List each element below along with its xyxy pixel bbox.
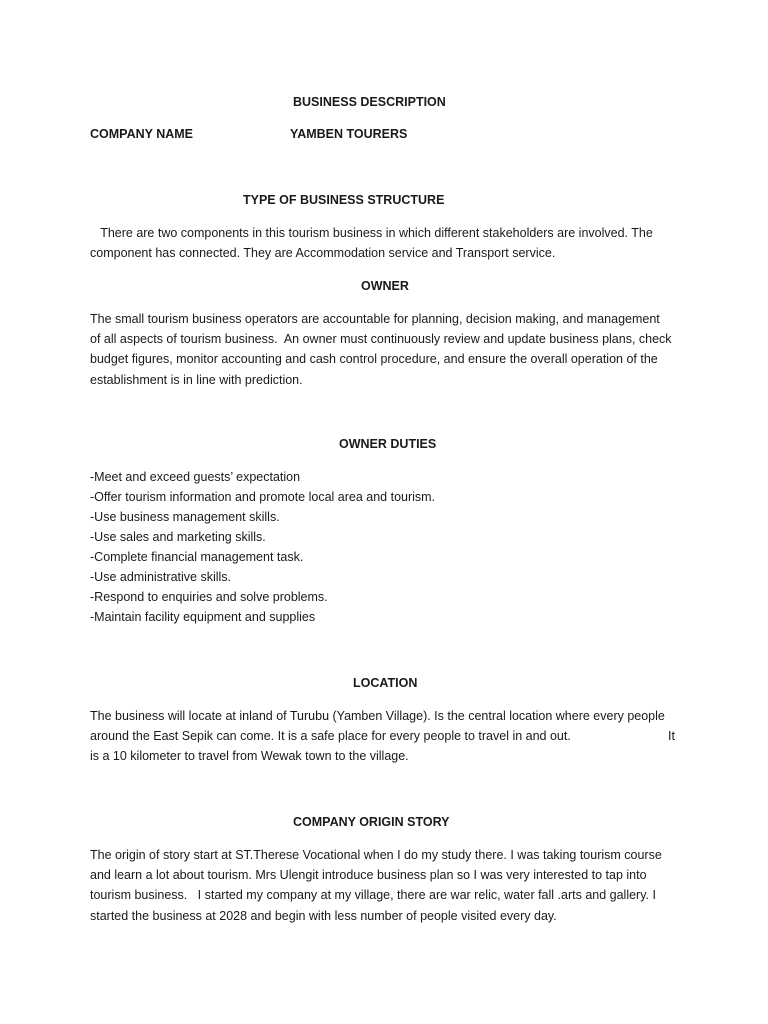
location-line [90,726,690,746]
owner-line: budget figures, monitor accounting and cash control procedure, and ensure the overall operation of the [90,352,658,367]
origin-line: started the business at 2028 and begin with less number of people visited every day. [90,908,557,923]
location-paragraph [90,706,690,767]
location-line-text: around the East Sepik can come. It is a safe place for every people to travel in and out. [90,729,571,744]
list-item: -Complete financial management task. [90,550,304,564]
origin-line: and learn a lot about tourism. Mrs Ulengit introduce business plan so I was very interested to tap into [90,868,647,883]
owner-line: The small tourism business operators are accountable for planning, decision making, and management [90,312,660,326]
list-item: -Meet and exceed guests’ expectation [90,470,301,484]
document-title: BUSINESS DESCRIPTION [293,95,446,109]
owner-line: of all aspects of tourism business. An owner must continuously review and update business plans, check [90,332,672,347]
location-line-trailing: It [668,729,675,744]
origin-line: The origin of story start at ST.Therese Vocational when I do my study there. I was taking tourism course [90,848,662,862]
list-item: -Use business management skills. [90,510,280,524]
structure-line: There are two components in this tourism business in which different stakeholders are involved. The [90,226,653,240]
origin-paragraph [90,845,690,926]
company-name-label: COMPANY NAME [90,127,194,141]
structure-line: component has connected. They are Accommodation service and Transport service. [90,246,556,261]
owner-line: establishment is in line with prediction. [90,372,303,387]
location-line: The business will locate at inland of Turubu (Yamben Village). Is the central location where every people [90,709,665,723]
origin-heading: COMPANY ORIGIN STORY [293,815,450,829]
company-name-value: YAMBEN TOURERS [290,127,408,141]
origin-line: tourism business. I started my company at my village, there are war relic, water fall .arts and gallery. I [90,888,656,903]
owner-paragraph [90,309,690,390]
list-item: -Maintain facility equipment and supplies [90,610,316,624]
structure-heading: TYPE OF BUSINESS STRUCTURE [243,193,445,207]
owner-duties-heading: OWNER DUTIES [339,437,437,451]
location-heading: LOCATION [353,676,418,690]
list-item: -Offer tourism information and promote local area and tourism. [90,490,436,504]
list-item: -Use administrative skills. [90,570,232,584]
location-line: is a 10 kilometer to travel from Wewak town to the village. [90,749,409,764]
owner-heading: OWNER [361,279,409,293]
owner-duties-list [90,467,690,627]
list-item: -Use sales and marketing skills. [90,530,266,544]
list-item: -Respond to enquiries and solve problems. [90,590,328,604]
structure-paragraph [90,223,690,263]
